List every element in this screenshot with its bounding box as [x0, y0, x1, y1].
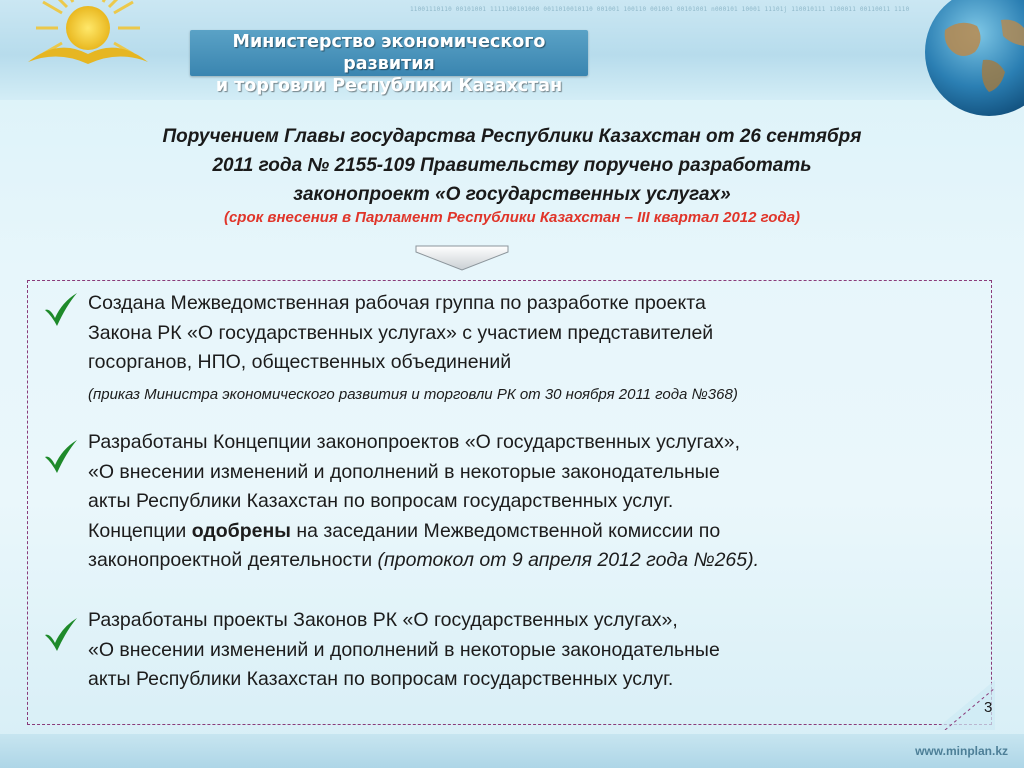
ministry-title-line1: Министерство экономического развития: [232, 32, 546, 74]
ministry-title: [190, 31, 588, 97]
intro-heading: [30, 122, 994, 209]
item2-line3: акты Республики Казахстан по вопросам государственных услуг.: [88, 490, 674, 512]
intro-line2: 2011 года № 2155-109 Правительству поручено разработать: [212, 155, 812, 176]
down-arrow-icon: [414, 244, 510, 272]
list-item-concepts: [88, 428, 988, 576]
list-item-draft-laws: [88, 606, 988, 695]
checkmark-icon: [42, 437, 80, 475]
list-item-working-group: [88, 289, 988, 406]
deadline-note: (срок внесения в Парламент Республики Казахстан – III квартал 2012 года): [223, 209, 801, 226]
intro-line3: законопроект «О государственных услугах»: [293, 184, 731, 205]
item1-note: (приказ Министра экономического развития и торговли РК от 30 ноября 2011 года №368): [88, 385, 738, 403]
item2-line2: «О внесении изменений и дополнений в некоторые законодательные: [88, 460, 720, 483]
item2-line5-text: законопроектной деятельности: [88, 549, 373, 571]
checkmark-icon: [42, 290, 80, 328]
item2-line5: [88, 546, 988, 576]
page-number: 3: [984, 699, 993, 716]
footer-band: [0, 734, 1024, 768]
item1-line2: Закона РК «О государственных услугах» с участием представителей: [88, 321, 714, 344]
checkmark-icon: [42, 615, 80, 653]
item2-line1: Разработаны Концепции законопроектов «О государственных услугах»,: [88, 431, 741, 453]
item3-line2: «О внесении изменений и дополнений в некоторые законодательные: [88, 638, 720, 661]
item2-approved-word: одобрены: [191, 519, 291, 542]
item3-line1: Разработаны проекты Законов РК «О государственных услугах»,: [88, 609, 678, 631]
ministry-title-line2: и торговли Республики Казахстан: [215, 76, 563, 96]
item3-line3: акты Республики Казахстан по вопросам государственных услуг.: [88, 668, 674, 690]
ministry-banner: [190, 30, 588, 96]
item2-line4-suffix: на заседании Межведомственной комиссии по: [296, 519, 721, 542]
item2-line4: [88, 517, 988, 547]
binary-decoration: 11001110110 00101001 1111100101000 0011010010110 001001 100110 001001 00101001 n000101 10001 11101j 110010111 1100011 00110011 1110: [410, 6, 910, 13]
item2-line4-prefix: Концепции: [88, 519, 187, 542]
item2-protocol-note: (протокол от 9 апреля 2012 года №265).: [377, 549, 760, 571]
intro-line1: Поручением Главы государства Республики Казахстан от 26 сентября: [162, 126, 862, 147]
item1-line3: госорганов, НПО, общественных объединений: [88, 351, 512, 373]
item1-line1: Создана Межведомственная рабочая группа по разработке проекта: [88, 292, 706, 314]
kazakhstan-emblem-icon: [0, 0, 190, 100]
globe-icon: [905, 0, 1024, 130]
site-url-link[interactable]: www.minplan.kz: [915, 744, 1008, 758]
